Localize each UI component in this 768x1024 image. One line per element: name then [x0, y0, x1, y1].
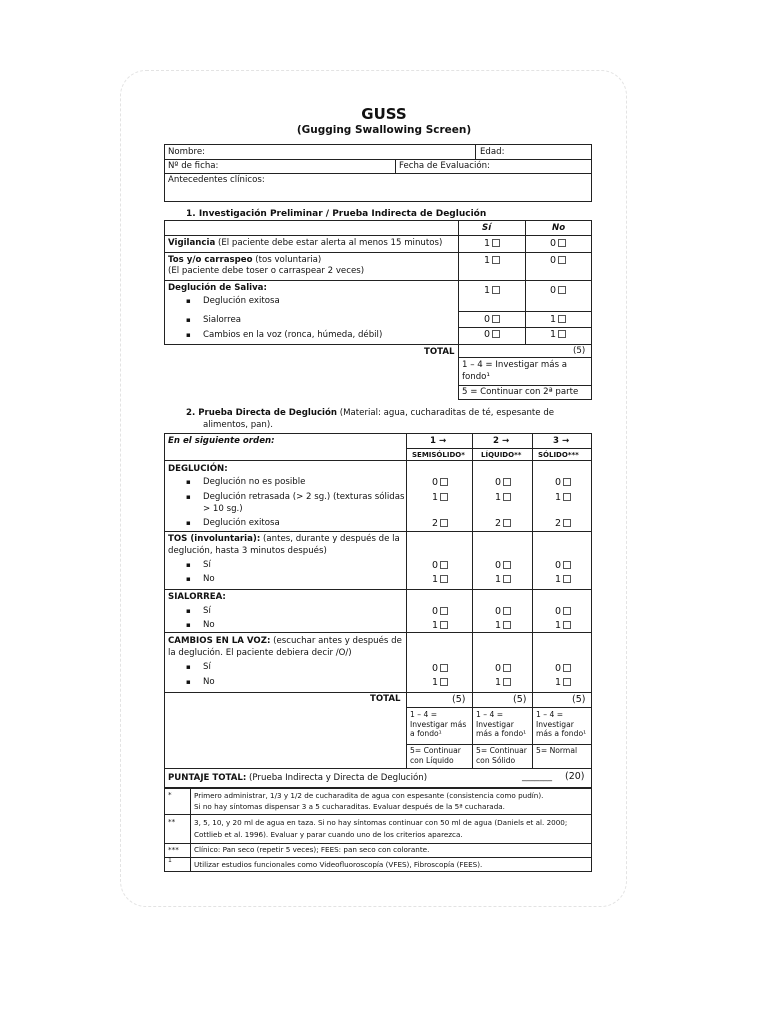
nombre-field[interactable]: Nombre: [168, 147, 206, 157]
page-title: GUSS [361, 105, 407, 123]
bullet: ▪ [186, 621, 191, 629]
r2-c2: 5= Continuar con Sólido [476, 746, 527, 765]
tos-no-label: No [203, 574, 215, 584]
col3-header: SÓLIDO*** [538, 451, 579, 459]
saliva-item-exitosa: Deglución exitosa [203, 296, 280, 306]
divider [458, 327, 592, 328]
deglucion-item-exitosa: Deglución exitosa [203, 518, 280, 528]
page-subtitle: (Gugging Swallowing Screen) [296, 124, 472, 136]
footnote-text: Clínico: Pan seco (repetir 5 veces); FEES: pan seco con colorante. [194, 845, 430, 854]
footnote-mark: *** [168, 845, 179, 854]
sialorrea-label: SIALORREA: [168, 592, 226, 602]
bullet: ▪ [186, 316, 191, 324]
divider [406, 448, 592, 449]
section2-title: 2. Prueba Directa de Deglución (Material: agua, cucharaditas de té, espesante de [186, 408, 555, 418]
divider [164, 173, 592, 174]
sial-si-c2[interactable]: 0 [495, 606, 511, 617]
bullet: ▪ [186, 663, 191, 671]
voz-no[interactable]: 1 [550, 329, 566, 340]
voz-no-c1[interactable]: 1 [432, 677, 448, 688]
tos-si[interactable]: 1 [484, 255, 500, 266]
divider [164, 280, 592, 281]
sialorrea-si-label: Sí [203, 606, 211, 616]
section2-total-label: TOTAL [370, 694, 401, 704]
divider [164, 159, 592, 160]
section1-result1: 1 – 4 = Investigar más a [462, 360, 568, 370]
section1-result2: 5 = Continuar con 2ª parte [462, 387, 579, 397]
deglucion-item-retrasada-cont: > 10 sg.) [203, 504, 243, 514]
voz-si[interactable]: 0 [484, 329, 500, 340]
tos-involuntaria-row: TOS (involuntaria): (antes, durante y después de la [168, 534, 400, 544]
sial-no-c3[interactable]: 1 [555, 620, 571, 631]
voz-no-c2[interactable]: 1 [495, 677, 511, 688]
col3-number: 3 → [553, 436, 570, 446]
divider [164, 857, 592, 858]
deg-ret-c1[interactable]: 1 [432, 492, 448, 503]
sialorrea-si[interactable]: 0 [484, 314, 500, 325]
bullet: ▪ [186, 561, 191, 569]
voz-si-c3[interactable]: 0 [555, 663, 571, 674]
vigilancia-no[interactable]: 0 [550, 238, 566, 249]
deg-nop-c1[interactable]: 0 [432, 477, 448, 488]
divider [475, 144, 476, 159]
footnote-text: 3, 5, 10, y 20 ml de agua en taza. Si no hay síntomas continuar con 50 ml de agua (Daniels et al. 2000; [194, 818, 568, 827]
footnote-text: Utilizar estudios funcionales como Videofluoroscopía (VFES), Fibroscopía (FEES). [194, 860, 483, 869]
divider [164, 531, 592, 532]
r1-c1: 1 – 4 = Investigar más a fondo¹ [410, 710, 467, 738]
bullet: ▪ [186, 678, 191, 686]
voz-no-label: No [203, 677, 215, 687]
bullet: ▪ [186, 478, 191, 486]
section2-title-cont: alimentos, pan). [203, 420, 273, 430]
col-si-header: Sí [482, 223, 492, 233]
section1-total-max: (5) [573, 346, 586, 356]
divider [164, 843, 592, 844]
tos-row-desc: (El paciente debe toser o carraspear 2 veces) [168, 266, 365, 276]
col1-header: SEMISÓLIDO* [412, 451, 465, 459]
divider [164, 252, 592, 253]
bullet: ▪ [186, 331, 191, 339]
tos-no[interactable]: 0 [550, 255, 566, 266]
deg-nop-c3[interactable]: 0 [555, 477, 571, 488]
voz-row-desc: la deglución. El paciente debiera decir /O/) [168, 648, 352, 658]
saliva-item-voz: Cambios en la voz (ronca, húmeda, débil) [203, 330, 383, 340]
puntaje-blank[interactable]: _______ [522, 772, 553, 782]
divider [458, 385, 592, 386]
bullet: ▪ [186, 297, 191, 305]
puntaje-max: (20) [565, 771, 585, 782]
divider [458, 357, 592, 358]
order-label: En el siguiente orden: [168, 436, 275, 446]
footnote-mark: * [168, 790, 172, 799]
divider [190, 788, 191, 872]
deg-exi-c1[interactable]: 2 [432, 518, 448, 529]
section1-total-label: TOTAL [424, 347, 455, 357]
divider [164, 589, 592, 590]
bullet: ▪ [186, 607, 191, 615]
col2-number: 2 → [493, 436, 510, 446]
footnote-mark: 1 [168, 857, 172, 864]
saliva-exitosa-si[interactable]: 1 [484, 285, 500, 296]
divider [406, 744, 592, 745]
divider [164, 632, 592, 633]
sialorrea-no[interactable]: 1 [550, 314, 566, 325]
voz-no-c3[interactable]: 1 [555, 677, 571, 688]
divider [164, 235, 592, 236]
tos-no-c2[interactable]: 1 [495, 574, 511, 585]
sial-no-c1[interactable]: 1 [432, 620, 448, 631]
divider [458, 311, 592, 312]
voz-row: CAMBIOS EN LA VOZ: (escuchar antes y después de [168, 636, 402, 646]
bullet: ▪ [186, 493, 191, 501]
saliva-label: Deglución de Saliva: [168, 283, 267, 293]
section1-result1b: fondo¹ [462, 372, 490, 382]
divider [395, 159, 396, 173]
tos-si-label: Sí [203, 560, 211, 570]
deg-nop-c2[interactable]: 0 [495, 477, 511, 488]
divider [406, 707, 592, 708]
deglucion-label: DEGLUCIÓN: [168, 464, 228, 474]
deglucion-item-retrasada: Deglución retrasada (> 2 sg.) (texturas sólidas [203, 492, 405, 502]
total-c2: (5) [513, 694, 527, 705]
total-c1: (5) [452, 694, 466, 705]
r1-c2: 1 – 4 = Investigar más a fondo¹ [476, 710, 527, 738]
tos-row: Tos y/o carraspeo (tos voluntaria) [168, 255, 322, 265]
col1-number: 1 → [430, 436, 447, 446]
sial-si-c1[interactable]: 0 [432, 606, 448, 617]
voz-si-c1[interactable]: 0 [432, 663, 448, 674]
puntaje-total-label: PUNTAJE TOTAL: (Prueba Indirecta y Directa de Deglución) [168, 773, 428, 783]
divider [164, 814, 592, 815]
voz-si-label: Sí [203, 662, 211, 672]
voz-si-c2[interactable]: 0 [495, 663, 511, 674]
saliva-exitosa-no[interactable]: 0 [550, 285, 566, 296]
deg-exi-c2[interactable]: 2 [495, 518, 511, 529]
tos-no-c1[interactable]: 1 [432, 574, 448, 585]
saliva-item-sialorrea: Sialorrea [203, 315, 242, 325]
tos-si-c2[interactable]: 0 [495, 560, 511, 571]
r2-c1: 5= Continuar con Líquido [410, 746, 461, 765]
total-c3: (5) [572, 694, 586, 705]
sialorrea-no-label: No [203, 620, 215, 630]
vigilancia-si[interactable]: 1 [484, 238, 500, 249]
deglucion-item-no-posible: Deglución no es posible [203, 477, 306, 487]
fecha-field[interactable]: Fecha de Evaluación: [399, 161, 490, 171]
footnote-text: Cottlieb et al. 1996). Evaluar y parar cuando uno de los criterios aparezca. [194, 830, 463, 839]
deg-exi-c3[interactable]: 2 [555, 518, 571, 529]
deg-ret-c2[interactable]: 1 [495, 492, 511, 503]
footnote-text: Primero administrar, 1/3 y 1/2 de cucharadita de agua con espesante (consistencia como pudín). [194, 791, 544, 800]
r2-c3: 5= Normal [536, 746, 578, 755]
tos-si-c1[interactable]: 0 [432, 560, 448, 571]
sial-si-c3[interactable]: 0 [555, 606, 571, 617]
tos-no-c3[interactable]: 1 [555, 574, 571, 585]
sial-no-c2[interactable]: 1 [495, 620, 511, 631]
footnote-mark: ** [168, 817, 176, 826]
antecedentes-field[interactable]: Antecedentes clínicos: [168, 175, 265, 185]
deg-ret-c3[interactable]: 1 [555, 492, 571, 503]
col-no-header: No [552, 223, 566, 233]
tos-involuntaria-desc: deglución, hasta 3 minutos después) [168, 546, 327, 556]
divider [164, 460, 592, 461]
vigilancia-row: Vigilancia (El paciente debe estar alerta al menos 15 minutos) [168, 238, 443, 248]
bullet: ▪ [186, 575, 191, 583]
r1-c3: 1 – 4 = Investigar más a fondo¹ [536, 710, 587, 738]
col2-header: LÍQUIDO** [481, 451, 522, 459]
footnote-text: Si no hay síntomas dispensar 3 a 5 cucharaditas. Evaluar después de la 5ª cucharada. [194, 802, 505, 811]
bullet: ▪ [186, 519, 191, 527]
edad-field[interactable]: Edad: [480, 147, 505, 157]
ficha-field[interactable]: Nº de ficha: [168, 161, 219, 171]
tos-si-c3[interactable]: 0 [555, 560, 571, 571]
section1-title: 1. Investigación Preliminar / Prueba Indirecta de Deglución [186, 209, 487, 219]
